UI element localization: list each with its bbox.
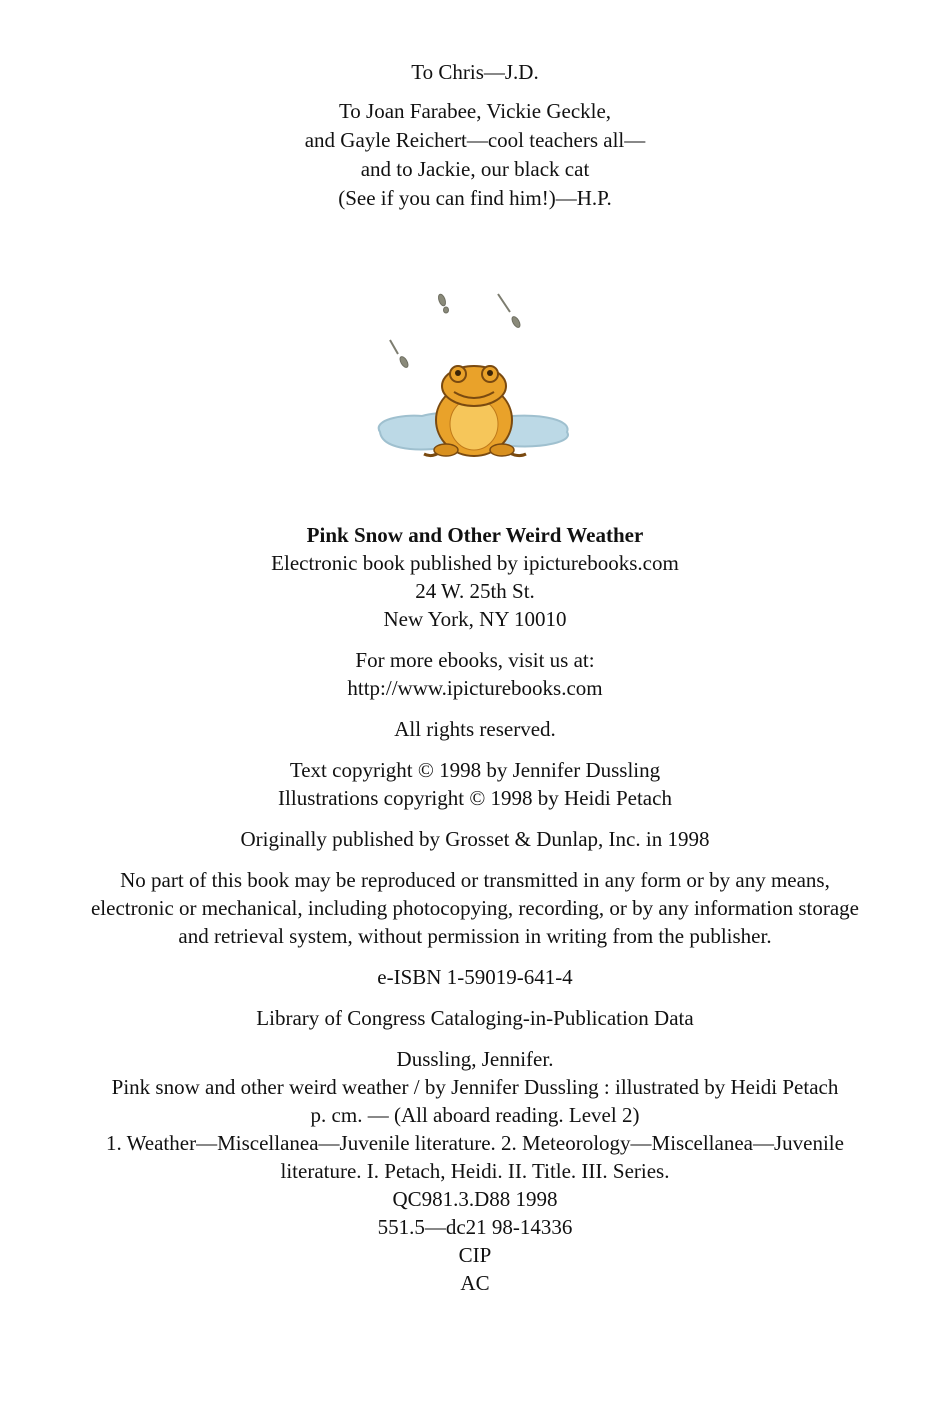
cip-line: QC981.3.D88 1998 — [392, 1187, 558, 1211]
frog-in-rain-illustration — [362, 282, 582, 482]
cip-line: CIP — [458, 1243, 492, 1267]
publisher-line: Electronic book published by ipicturebooks.com — [271, 551, 679, 575]
book-title: Pink Snow and Other Weird Weather — [306, 523, 644, 547]
dedication-illustrator-line: and to Jackie, our black cat — [360, 157, 590, 181]
loc-heading: Library of Congress Cataloging-in-Publication Data — [256, 1006, 694, 1030]
dedication-illustrator-line: To Joan Farabee, Vickie Geckle, — [338, 99, 612, 123]
dedication-illustrator-line: (See if you can find him!)—H.P. — [338, 186, 612, 210]
cip-line: Pink snow and other weird weather / by Jennifer Dussling : illustrated by Heidi Petach — [111, 1075, 839, 1099]
isbn: e-ISBN 1-59019-641-4 — [377, 965, 573, 989]
illustrations-copyright: Illustrations copyright © 1998 by Heidi Petach — [278, 786, 672, 810]
visit-text: For more ebooks, visit us at: — [355, 648, 595, 672]
dedication — [0, 58, 950, 213]
reproduction-notice: No part of this book may be reproduced or transmitted in any form or by any means, — [120, 868, 830, 892]
publisher-url-link[interactable]: http://www.ipicturebooks.com — [347, 676, 603, 700]
dedication-author-line: To Chris—J.D. — [411, 60, 539, 84]
original-publication: Originally published by Grosset & Dunlap, Inc. in 1998 — [240, 827, 710, 851]
raindrop-icon — [498, 294, 522, 329]
cip-line: Dussling, Jennifer. — [396, 1047, 554, 1071]
rights-reserved: All rights reserved. — [394, 717, 556, 741]
publication-info — [0, 521, 950, 1297]
reproduction-notice: and retrieval system, without permission in writing from the publisher. — [178, 924, 772, 948]
raindrop-icon — [390, 340, 410, 369]
cip-line: 551.5—dc21 98-14336 — [377, 1215, 573, 1239]
publisher-address-line: New York, NY 10010 — [383, 607, 567, 631]
cip-line: AC — [460, 1271, 490, 1295]
reproduction-notice: electronic or mechanical, including photocopying, recording, or by any information storage — [90, 896, 859, 920]
raindrop-icon — [437, 293, 448, 313]
cip-line: p. cm. — (All aboard reading. Level 2) — [310, 1103, 640, 1127]
dedication-illustrator-line: and Gayle Reichert—cool teachers all— — [304, 128, 646, 152]
publisher-address-line: 24 W. 25th St. — [415, 579, 535, 603]
cip-line: literature. I. Petach, Heidi. II. Title. III. Series. — [280, 1159, 670, 1183]
text-copyright: Text copyright © 1998 by Jennifer Dussling — [289, 758, 661, 782]
cip-line: 1. Weather—Miscellanea—Juvenile literature. 2. Meteorology—Miscellanea—Juvenile — [106, 1131, 844, 1155]
